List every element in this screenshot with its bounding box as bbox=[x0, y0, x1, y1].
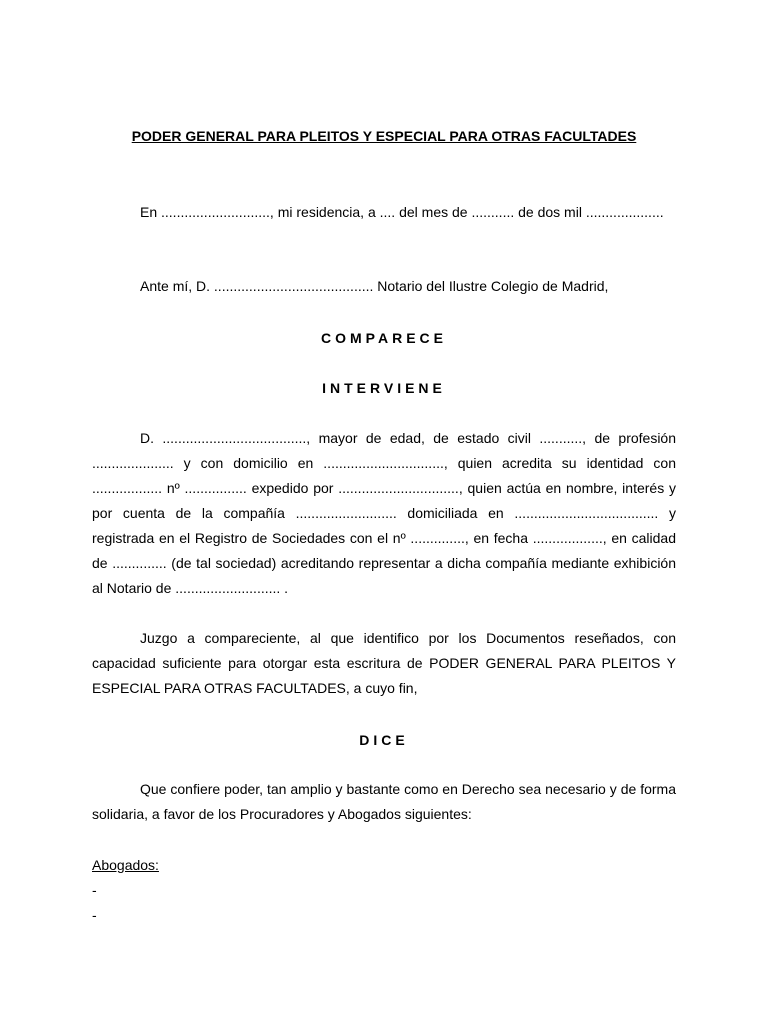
paragraph-confiere-poder: Que confiere poder, tan amplio y bastante como en Derecho sea necesario y de forma solidaria, a favor de los Procuradores y Abogados siguientes: bbox=[92, 781, 676, 822]
abogados-label: Abogados: bbox=[92, 857, 159, 873]
document-title: PODER GENERAL PARA PLEITOS Y ESPECIAL PARA OTRAS FACULTADES bbox=[131, 128, 637, 144]
abogados-item: - bbox=[92, 882, 97, 898]
heading-interviene: INTERVIENE bbox=[322, 380, 446, 396]
heading-comparece: COMPARECE bbox=[321, 330, 447, 346]
paragraph-notary: Ante mí, D. ......................................... Notario del Ilustre Colegio de Madrid, bbox=[140, 278, 609, 294]
paragraph-place-date: En ............................, mi residencia, a .... del mes de ........... de dos mil .................... bbox=[140, 204, 664, 220]
paragraph-compareciente-details: D. ....................................., mayor de edad, de estado civil ..........., de profesión ..................... y con domicilio en ..............................., quien acredita su identidad con .................. nº ................ expedido por ..............................., quien actúa en nombre, interés y por cuenta de la compañía .......................... domiciliada en ..................................... y registrada en el Registro de Sociedades con el nº .............., en fecha .................., en calidad de .............. (de tal sociedad) acreditando representar a dicha compañía mediante exhibición al Notario de ........................... . bbox=[92, 430, 676, 596]
heading-dice: DICE bbox=[359, 732, 409, 748]
abogados-item: - bbox=[92, 907, 97, 923]
paragraph-juzgo: Juzgo a compareciente, al que identifico por los Documentos reseñados, con capacidad suficiente para otorgar esta escritura de PODER GENERAL PARA PLEITOS Y ESPECIAL PARA OTRAS FACULTADES, a cuyo fin, bbox=[92, 630, 676, 696]
